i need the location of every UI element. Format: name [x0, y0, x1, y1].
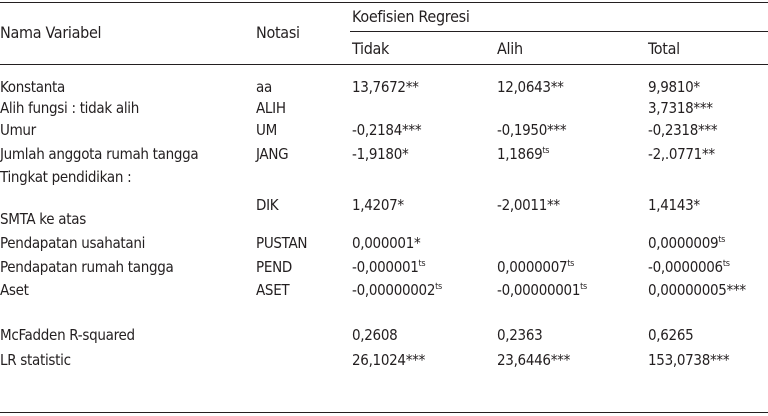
- row-coef-total: [648, 326, 693, 344]
- row-coef-tidak: [352, 326, 397, 344]
- row-coef-alih: [497, 281, 587, 299]
- coefficient-value: 9,9810*: [648, 78, 700, 96]
- row-coef-alih: [497, 145, 549, 163]
- coefficient-value: 0,000001*: [352, 234, 421, 252]
- coefficient-value: 1,4207*: [352, 196, 404, 214]
- row-coef-alih: [497, 258, 574, 276]
- coefficient-value: -0,00000002: [352, 281, 436, 299]
- coefficient-value: -2,.0771**: [648, 145, 715, 163]
- coefficient-value: -0,0000006: [648, 258, 723, 276]
- coefficient-value: -0,00000001: [497, 281, 581, 299]
- row-coef-total: [648, 78, 700, 96]
- row-variable-name: Umur: [0, 121, 36, 139]
- group-rule: [350, 31, 768, 32]
- row-coef-total: [648, 281, 746, 299]
- header-col-alih: Alih: [497, 39, 523, 58]
- row-coef-total: [648, 258, 730, 276]
- row-notation: UM: [256, 121, 277, 139]
- row-variable-name: McFadden R-squared: [0, 326, 135, 344]
- row-coef-alih: [497, 351, 570, 369]
- row-coef-total: [648, 99, 713, 117]
- coefficient-value: 3,7318***: [648, 99, 713, 117]
- header-notation: Notasi: [256, 23, 300, 42]
- coefficient-value: 0,2608: [352, 326, 398, 344]
- coefficient-value: 26,1024***: [352, 351, 426, 369]
- row-coef-tidak: [352, 258, 425, 276]
- coefficient-value: -2,0011**: [497, 196, 560, 214]
- row-coef-alih: [497, 121, 566, 139]
- row-coef-tidak: [352, 121, 421, 139]
- bottom-rule: [0, 412, 768, 413]
- coefficient-value: 12,0643**: [497, 78, 564, 96]
- row-coef-alih: [497, 78, 564, 96]
- row-variable-name: Alih fungsi : tidak alih: [0, 99, 139, 117]
- row-variable-name: Jumlah anggota rumah tangga: [0, 145, 199, 163]
- coefficient-value: 0,6265: [648, 326, 694, 344]
- coefficient-value: 1,4143*: [648, 196, 700, 214]
- row-variable-name-line2: SMTA ke atas: [0, 210, 86, 228]
- header-coefficient-group: Koefisien Regresi: [352, 7, 470, 26]
- row-coef-total: [648, 234, 725, 252]
- coefficient-value: 13,7672**: [352, 78, 419, 96]
- significance-mark: ts: [580, 282, 587, 292]
- coefficient-value: 0,00000005***: [648, 281, 746, 299]
- row-notation: aa: [256, 78, 272, 96]
- significance-mark: ts: [435, 282, 442, 292]
- row-notation: ALIH: [256, 99, 286, 117]
- coefficient-value: -0,2184***: [352, 121, 422, 139]
- coefficient-value: 23,6446***: [497, 351, 571, 369]
- header-col-tidak: Tidak: [352, 39, 390, 58]
- row-coef-total: [648, 196, 700, 214]
- significance-mark: ts: [542, 146, 550, 156]
- coefficient-value: 0,0000007: [497, 258, 568, 276]
- coefficient-value: 0,0000009: [648, 234, 719, 252]
- row-variable-name: Aset: [0, 281, 29, 299]
- row-notation: PEND: [256, 258, 292, 276]
- row-variable-name: Pendapatan rumah tangga: [0, 258, 174, 276]
- header-bottom-rule: [0, 64, 768, 65]
- row-notation: JANG: [256, 145, 289, 163]
- row-coef-tidak: [352, 196, 404, 214]
- row-variable-name: Pendapatan usahatani: [0, 234, 146, 252]
- row-variable-name: Tingkat pendidikan :: [0, 168, 132, 186]
- coefficient-value: -0,2318***: [648, 121, 718, 139]
- row-notation: ASET: [256, 281, 290, 299]
- row-coef-tidak: [352, 234, 420, 252]
- coefficient-value: -0,000001: [352, 258, 419, 276]
- row-notation: DIK: [256, 196, 279, 214]
- coefficient-value: 1,1869: [497, 145, 543, 163]
- coefficient-value: -1,9180*: [352, 145, 409, 163]
- row-coef-alih: [497, 196, 560, 214]
- significance-mark: ts: [418, 259, 426, 269]
- coefficient-value: 0,2363: [497, 326, 543, 344]
- significance-mark: ts: [722, 259, 730, 269]
- row-coef-total: [648, 121, 717, 139]
- row-coef-tidak: [352, 78, 419, 96]
- top-rule: [0, 2, 768, 3]
- row-coef-alih: [497, 326, 542, 344]
- row-coef-total: [648, 145, 715, 163]
- row-notation: PUSTAN: [256, 234, 308, 252]
- row-coef-tidak: [352, 351, 425, 369]
- coefficient-value: 153,0738***: [648, 351, 730, 369]
- coefficient-value: -0,1950***: [497, 121, 567, 139]
- header-variable: Nama Variabel: [0, 23, 102, 42]
- row-variable-name: LR statistic: [0, 351, 71, 369]
- row-coef-tidak: [352, 145, 408, 163]
- significance-mark: ts: [567, 259, 575, 269]
- row-coef-total: [648, 351, 729, 369]
- row-coef-tidak: [352, 281, 442, 299]
- significance-mark: ts: [718, 235, 726, 245]
- header-col-total: Total: [648, 39, 680, 58]
- row-variable-name: Konstanta: [0, 78, 65, 96]
